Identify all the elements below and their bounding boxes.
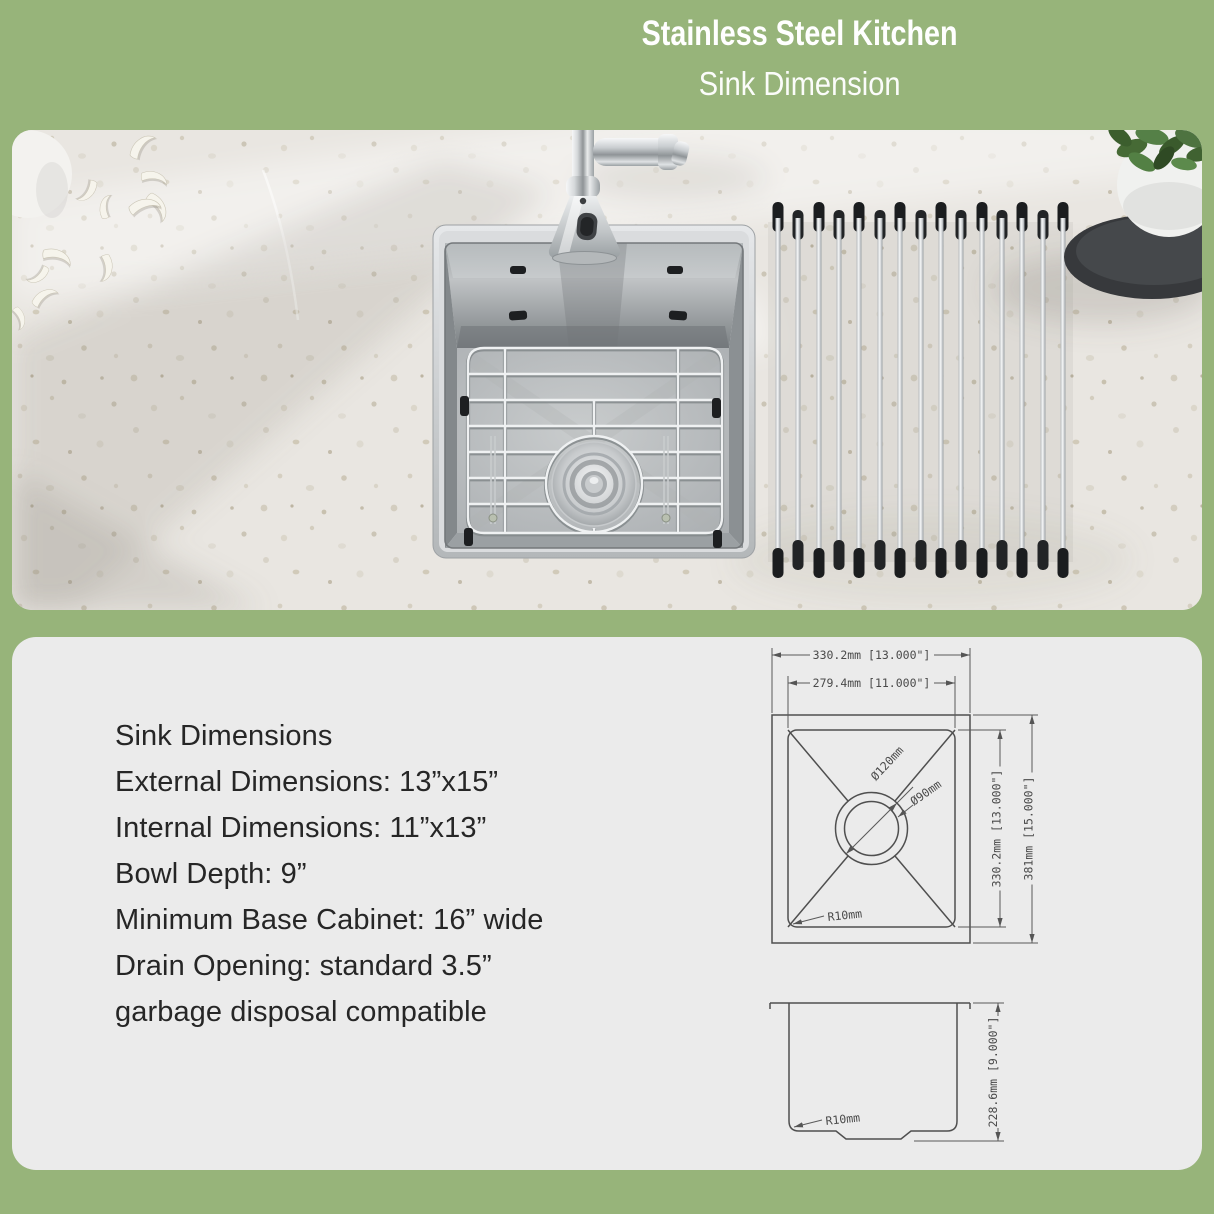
kitchen-photo: [12, 130, 1202, 610]
sink-basin: [433, 225, 755, 558]
dim-outer-width: 330.2mm [13.000"]: [812, 648, 931, 662]
page-title: Stainless Steel Kitchen: [642, 14, 958, 53]
dim-drain-outer: Ø120mm: [867, 743, 907, 784]
side-view-labels: [825, 1016, 1000, 1128]
spec-line-base-cabinet: Minimum Base Cabinet: 16” wide: [115, 904, 544, 936]
dim-outer-height: 381mm [15.000"]: [1021, 776, 1036, 881]
dim-drain-inner: Ø90mm: [907, 777, 944, 809]
dim-inner-height: 330.2mm [13.000"]: [989, 769, 1004, 888]
dim-inner-width: 279.4mm [11.000"]: [812, 676, 931, 690]
spec-line-internal: Internal Dimensions: 11”x13”: [115, 812, 487, 844]
drying-rack: [768, 202, 1073, 578]
header: [400, 14, 1200, 110]
spec-line-external: External Dimensions: 13”x15”: [115, 766, 499, 798]
photo-panel: [12, 130, 1202, 610]
spec-list: [115, 713, 544, 1035]
specs-panel: [12, 637, 1202, 1170]
side-view-outline: [770, 1003, 970, 1139]
spec-line-disposal: garbage disposal compatible: [115, 996, 487, 1028]
spec-line-drain-opening: Drain Opening: standard 3.5”: [115, 950, 492, 982]
dim-corner-radius-top: R10mm: [826, 906, 863, 924]
dim-corner-radius-side: R10mm: [824, 1110, 861, 1128]
page-subtitle: Sink Dimension: [699, 65, 901, 102]
drain: [552, 442, 636, 526]
spec-heading: Sink Dimensions: [115, 720, 333, 752]
top-view-labels: [810, 648, 1036, 924]
spec-line-bowl-depth: Bowl Depth: 9”: [115, 858, 307, 890]
faucet-sensor: [576, 212, 598, 241]
dim-depth: 228.6mm [9.000"]: [986, 1016, 1000, 1128]
dimension-drawing: [740, 640, 1100, 1170]
